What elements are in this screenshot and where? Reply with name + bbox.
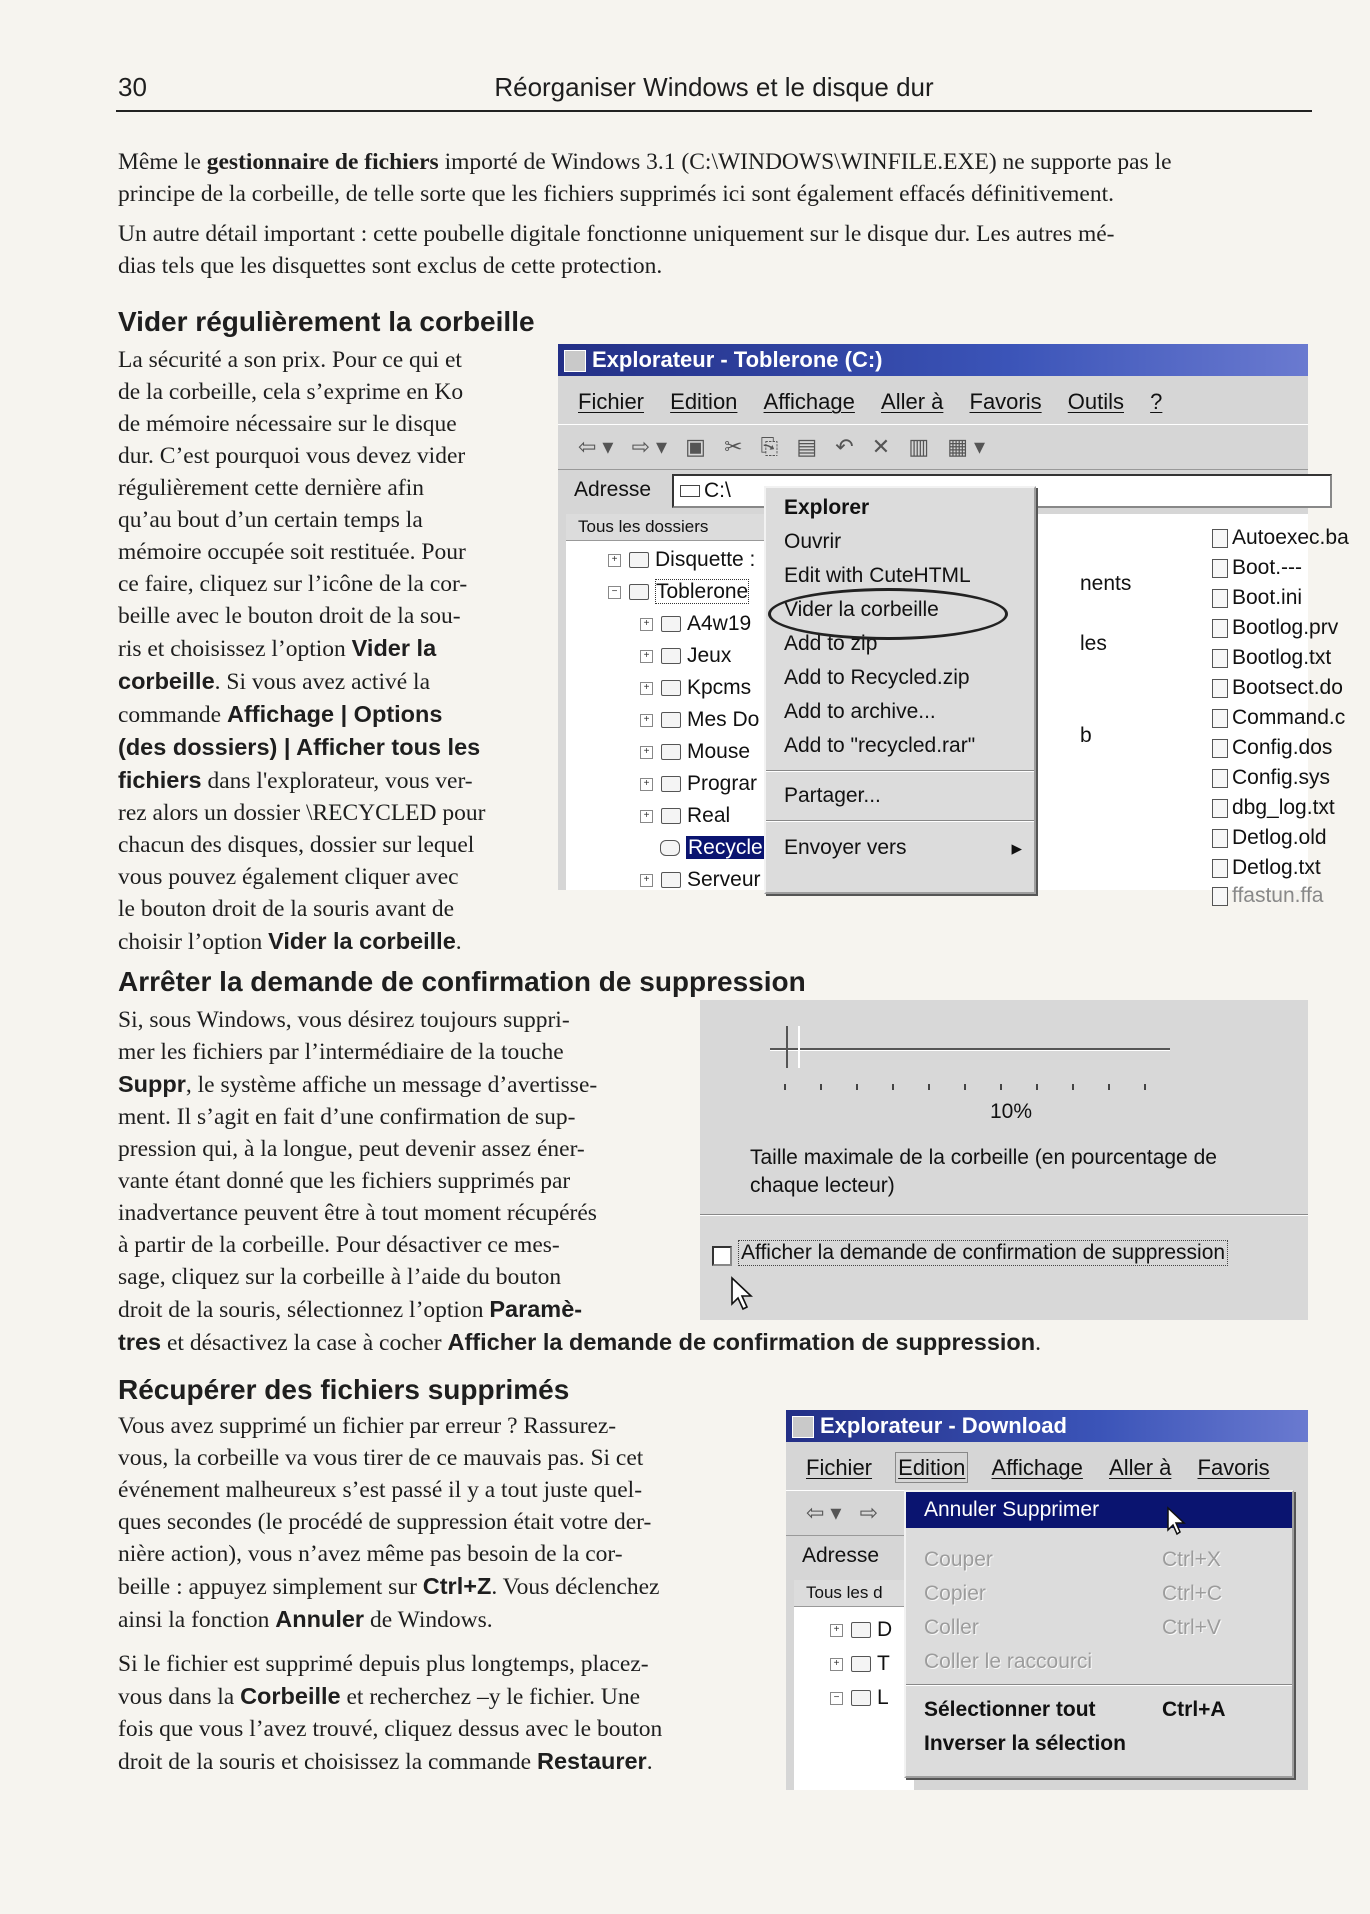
menu-help[interactable]: ? <box>1150 389 1163 414</box>
toolbar[interactable]: ⇦▾ ⇨▾ ▣ ✂ ⎘ ▤ ↶ ✕ ▥ ▦▾ <box>558 424 1308 470</box>
menu-item-paste[interactable]: Coller Ctrl+V <box>924 1616 1221 1639</box>
section1-body: La sécurité a son prix. Pour ce qui et de la corbeille, cela s’exprime en Ko de mémoire nécessaire sur le disque dur. C’est pourquoi vous devez vider régulièrement cette dernière afin qu’au bout d’un certain temps la mémoire occupée soit restituée. Pour ce faire, cliquez sur l’icône de la cor- beille avec le bouton droit de la sou- ris et choisissez l’option Vider la corbeille. Si vous avez activé la commande Affichage | Options (des dossiers) | Afficher tous les fichiers dans l'explorateur, vous ver- rez alors un dossier \RECYCLED pour chacun des disques, dossier sur lequel vous pouvez également cliquer avec le bouton droit de la souris avant de choisir l’option Vider la corbeille. <box>118 347 486 955</box>
menu-fichier[interactable]: Fichier <box>806 1455 873 1480</box>
list-fragment: les <box>1080 632 1107 655</box>
folders-pane-header: Tous les dossiers <box>566 514 816 541</box>
address-label: Adresse <box>574 478 652 501</box>
file-item[interactable]: Detlog.old <box>1212 826 1327 850</box>
confirm-delete-checkbox[interactable] <box>712 1246 732 1266</box>
mouse-cursor-icon <box>1166 1506 1188 1536</box>
confirm-delete-checkbox-label[interactable]: Afficher la demande de confirmation de suppression <box>738 1240 1228 1266</box>
menu-item-cut[interactable]: Couper Ctrl+X <box>924 1548 1221 1571</box>
folder-icon <box>661 776 681 792</box>
tree-item-toblerone[interactable]: − Toblerone <box>608 580 749 604</box>
section2-body: Si, sous Windows, vous désirez toujours suppri- mer les fichiers par l’intermédiaire de la touche Suppr, le système affiche un message d’avertisse- ment. Il s’agit en fait d’une confirmation de sup- pression qui, à la longue, peut devenir assez éner- vante étant donné que les fichiers supprimés par inadvertance peuvent être à tout moment récupérés à partir de la corbeille. Pour désactiver ce mes- sage, cliquez sur la corbeille à l’aide du bouton droit de la souris, sélectionnez l’option Paramè- tres et désactivez la case à cocher Afficher la demande de confirmation de suppression. <box>118 1007 1042 1356</box>
submenu-arrow-icon: ▸ <box>1011 837 1022 860</box>
file-icon <box>1212 589 1228 608</box>
divider <box>700 1214 1308 1216</box>
intro-paragraph-2: Un autre détail important : cette poubelle digitale fonctionne uniquement sur le disque dur. Les autres mé- dias tels que les disquettes sont exclus de cette protection. <box>118 221 1115 279</box>
list-fragment: b <box>1080 724 1092 747</box>
tree-item-mes-documents[interactable]: + Mes Do <box>640 708 759 732</box>
tree-item-real[interactable]: + Real <box>640 804 730 828</box>
hard-drive-icon <box>851 1690 871 1706</box>
list-fragment: nents <box>1080 572 1132 595</box>
file-item[interactable]: ffastun.ffa <box>1212 884 1323 908</box>
tree-item-programmes[interactable]: + Prograr <box>640 772 757 796</box>
slider-caption: Taille maximale de la corbeille (en pourcentage de chaque lecteur) <box>750 1146 1217 1197</box>
file-icon <box>1212 859 1228 878</box>
ctx-ouvrir[interactable]: Ouvrir <box>784 530 842 553</box>
context-menu <box>764 486 1036 894</box>
file-icon <box>1212 649 1228 668</box>
ctx-separator <box>766 770 1034 772</box>
ctx-separator <box>766 820 1034 822</box>
explorer-window-icon <box>564 350 586 372</box>
slider-percent-label: 10% <box>990 1100 1033 1123</box>
slider-tick <box>1036 1084 1038 1090</box>
floppy-icon <box>851 1622 871 1638</box>
toolbar[interactable]: ⇦▾ ⇨ <box>786 1490 906 1536</box>
section3-body: Vous avez supprimé un fichier par erreur ? Rassurez- vous, la corbeille va vous tirer de ce mauvais pas. Si cet événement malheureux s’est passé il y a tout juste quel- ques secondes (le procédé de suppression était votre der- nière action), vous n’avez même pas besoin de la cor- beille : appuyez simplement sur Ctrl+Z. Vous déclenchez ainsi la fonction Annuler de Windows. <box>118 1413 660 1633</box>
folder-icon <box>661 648 681 664</box>
menu-aller[interactable]: Aller à <box>1109 1455 1172 1480</box>
ctx-add-zip[interactable]: Add to zip <box>784 632 878 655</box>
slider-tick <box>1144 1084 1146 1090</box>
running-title: Réorganiser Windows et le disque dur <box>494 72 934 102</box>
menu-edition[interactable]: Edition <box>898 1455 966 1480</box>
tree-item[interactable]: + D <box>830 1618 892 1642</box>
page-header <box>116 72 1312 112</box>
file-icon <box>1212 769 1228 788</box>
tree-item-a4w[interactable]: + A4w19 <box>640 612 751 636</box>
file-icon <box>1212 679 1228 698</box>
ctx-add-recycled-zip[interactable]: Add to Recycled.zip <box>784 666 970 689</box>
file-item[interactable]: Boot.ini <box>1212 586 1302 610</box>
menu-outils[interactable]: Outils <box>1067 389 1124 414</box>
folder-icon <box>661 712 681 728</box>
ctx-vider-corbeille[interactable]: Vider la corbeille <box>784 598 939 621</box>
file-item[interactable]: dbg_log.txt <box>1212 796 1335 820</box>
tree-item[interactable]: − L <box>830 1686 889 1710</box>
file-item[interactable]: Bootlog.txt <box>1212 646 1331 670</box>
menu-aller[interactable]: Aller à <box>881 389 944 414</box>
window-titlebar: Explorateur - Toblerone (C:) <box>558 344 1308 376</box>
menu-item-invert-selection[interactable]: Inverser la sélection <box>924 1732 1126 1755</box>
section-heading-recover: Récupérer des fichiers supprimés <box>118 1374 570 1405</box>
tree-item-floppy[interactable]: + Disquette : <box>608 548 755 572</box>
intro-paragraph-1: Même le gestionnaire de fichiers importé de Windows 3.1 (C:\WINDOWS\WINFILE.EXE) ne supporte pas le principe de la corbeille, de telle sorte que les fichiers supprimés ici sont également effacés définitivement. <box>118 149 1172 207</box>
slider-tick <box>1000 1084 1002 1090</box>
menu-affichage[interactable]: Affichage <box>991 1455 1083 1480</box>
slider-ticks <box>784 1084 1144 1092</box>
file-icon <box>1212 709 1228 728</box>
explorer-screenshot-toblerone <box>558 344 1349 907</box>
menu-fichier[interactable]: Fichier <box>578 389 645 414</box>
recycle-bin-icon <box>660 840 680 856</box>
menu-favoris[interactable]: Favoris <box>1197 1455 1270 1480</box>
tree-item-jeux[interactable]: + Jeux <box>640 644 731 668</box>
hard-drive-icon <box>629 584 649 600</box>
ctx-explorer[interactable]: Explorer <box>784 496 870 519</box>
menu-separator <box>906 1684 1292 1686</box>
slider-tick <box>964 1084 966 1090</box>
hard-drive-icon <box>851 1656 871 1672</box>
section-heading-empty-bin: Vider régulièrement la corbeille <box>118 306 535 337</box>
menu-item-paste-shortcut[interactable]: Coller le raccourci <box>924 1650 1093 1673</box>
edit-menu <box>904 1490 1294 1778</box>
slider-tick <box>928 1084 930 1090</box>
file-item[interactable]: Detlog.txt <box>1212 856 1321 880</box>
slider-track[interactable] <box>770 1048 1170 1051</box>
slider-tick <box>856 1084 858 1090</box>
slider-tick <box>1072 1084 1074 1090</box>
folder-icon <box>661 872 681 888</box>
slider-tick <box>892 1084 894 1090</box>
file-item[interactable]: Command.c <box>1212 706 1345 730</box>
menu-affichage[interactable]: Affichage <box>763 389 855 414</box>
highlight-ellipse <box>768 588 1008 640</box>
tree-item[interactable]: + T <box>830 1652 890 1676</box>
floppy-icon <box>629 552 649 568</box>
explorer-screenshot-download <box>786 1410 1308 1790</box>
file-icon <box>1212 619 1228 638</box>
section-heading-confirmation: Arrêter la demande de confirmation de suppression <box>118 966 806 997</box>
file-item[interactable]: Boot.--- <box>1212 556 1302 580</box>
file-icon <box>1212 799 1228 818</box>
menu-edition[interactable]: Edition <box>670 389 738 414</box>
menu-bar <box>558 382 1308 422</box>
slider-tick <box>784 1084 786 1090</box>
folder-tree-pane <box>794 1580 914 1790</box>
ctx-envoyer-vers[interactable]: Envoyer vers ▸ <box>784 836 1022 860</box>
tree-item-serveur[interactable]: + Serveur <box>640 868 761 892</box>
recycle-bin-properties-screenshot <box>700 1000 1308 1320</box>
menu-favoris[interactable]: Favoris <box>969 389 1042 414</box>
window-titlebar: Explorateur - Download <box>786 1410 1308 1442</box>
folders-pane-header: Tous les d <box>794 1580 914 1607</box>
file-icon <box>1212 829 1228 848</box>
file-icon <box>1212 529 1228 548</box>
tree-item-kpcms[interactable]: + Kpcms <box>640 676 751 700</box>
folder-icon <box>661 680 681 696</box>
folder-icon <box>661 808 681 824</box>
file-icon <box>1212 559 1228 578</box>
file-icon <box>1212 739 1228 758</box>
file-item[interactable]: Config.sys <box>1212 766 1330 790</box>
tree-item-recycled[interactable]: Recycle <box>660 836 765 860</box>
slider-tick <box>820 1084 822 1090</box>
slider-thumb[interactable] <box>786 1026 800 1068</box>
slider-tick <box>1108 1084 1110 1090</box>
file-icon <box>1212 887 1228 906</box>
section3-body-2: Si le fichier est supprimé depuis plus longtemps, placez- vous dans la Corbeille et recherchez –y le fichier. Une fois que vous l’avez trouvé, cliquez dessus avec le bouton droit de la souris et choisissez la commande Restaurer. <box>118 1651 663 1775</box>
folder-icon <box>661 744 681 760</box>
address-input[interactable]: C:\ <box>672 474 1332 508</box>
ctx-add-archive[interactable]: Add to archive... <box>784 700 936 723</box>
folder-icon <box>661 616 681 632</box>
explorer-window-icon <box>792 1416 814 1438</box>
drive-icon <box>680 485 700 497</box>
mouse-cursor-icon <box>730 1276 756 1312</box>
tree-item-mouse[interactable]: + Mouse <box>640 740 750 764</box>
menu-bar <box>786 1448 1308 1488</box>
menu-item-select-all[interactable]: Sélectionner tout Ctrl+A <box>924 1698 1226 1721</box>
file-item[interactable]: Autoexec.ba <box>1212 526 1349 550</box>
menu-item-undo-delete[interactable]: Annuler Supprimer <box>906 1492 1292 1528</box>
address-label: Adresse <box>802 1544 880 1567</box>
ctx-edit-cutehtml[interactable]: Edit with CuteHTML <box>784 564 971 587</box>
page-number: 30 <box>118 72 147 102</box>
ctx-partager[interactable]: Partager... <box>784 784 881 807</box>
file-item[interactable]: Config.dos <box>1212 736 1332 760</box>
file-item[interactable]: Bootsect.do <box>1212 676 1343 700</box>
menu-item-copy[interactable]: Copier Ctrl+C <box>924 1582 1223 1605</box>
ctx-add-rar[interactable]: Add to "recycled.rar" <box>784 734 976 757</box>
file-item[interactable]: Bootlog.prv <box>1212 616 1338 640</box>
